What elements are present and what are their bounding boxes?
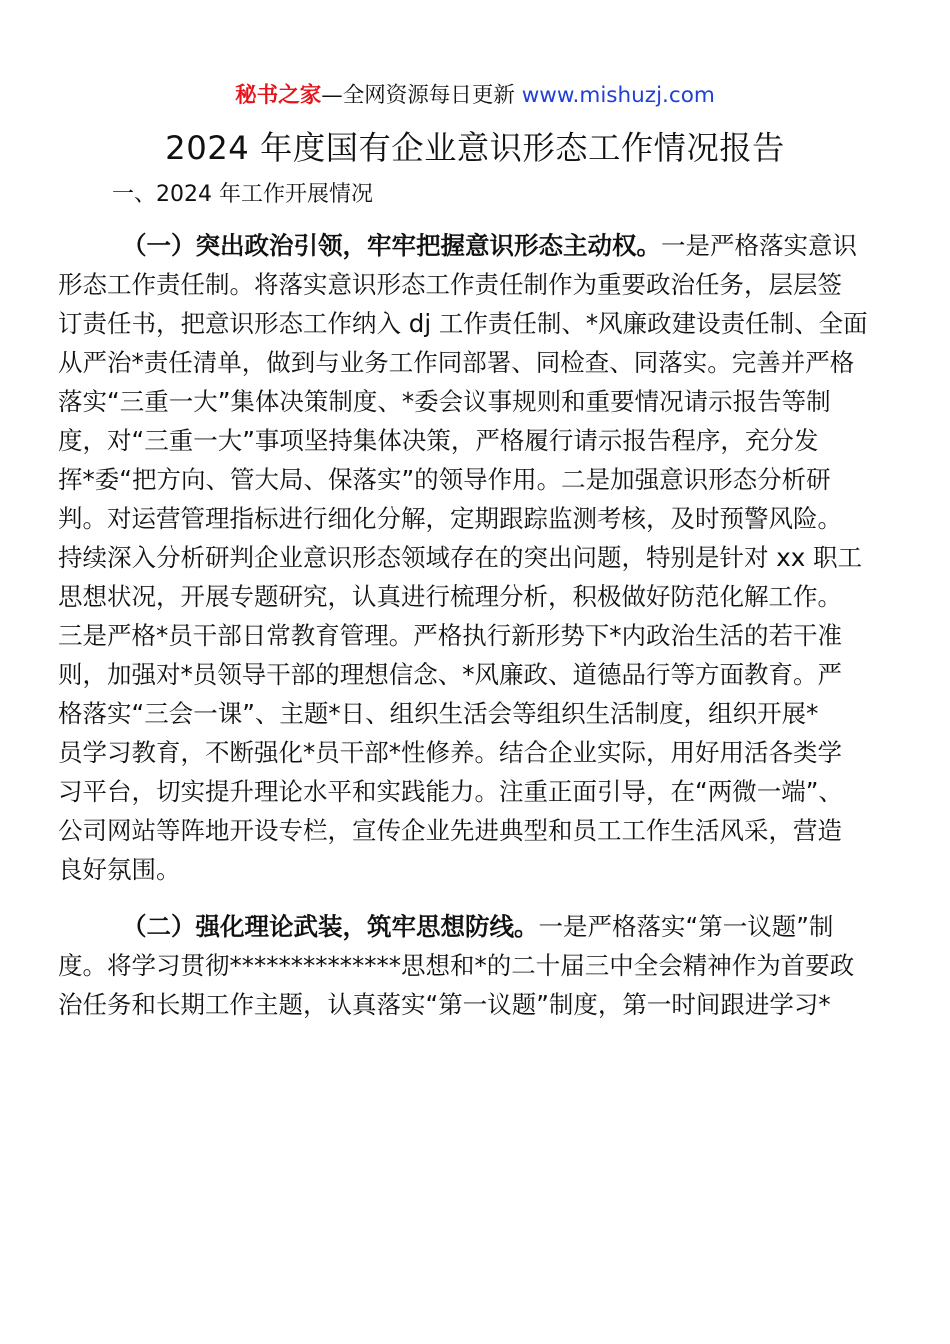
paragraph-line: 则，加强对*员领导干部的理想信念、*风廉政、道德品行等方面教育。严 [58, 660, 842, 689]
paragraph-lead: （二）强化理论武装，筑牢思想防线。 [122, 912, 539, 941]
paragraph-line: 订责任书，把意识形态工作纳入 dj 工作责任制、*风廉政建设责任制、全面 [58, 309, 868, 338]
document-title: 2024 年度国有企业意识形态工作情况报告 [165, 129, 785, 167]
paragraph-line: 习平台，切实提升理论水平和实践能力。注重正面引导，在“两微一端”、 [58, 777, 843, 806]
paragraph-line: 从严治*责任清单，做到与业务工作同部署、同检查、同落实。完善并严格 [58, 348, 855, 377]
paragraph-line: 良好氛围。 [58, 855, 181, 884]
paragraph-spacer [58, 889, 892, 907]
header-tagline: —全网资源每日更新 [321, 83, 515, 108]
paragraph-line: 公司网站等阵地开设专栏，宣传企业先进典型和员工工作生活风采，营造 [58, 816, 842, 845]
paragraph-line: 度。将学习贯彻**************思想和*的二十届三中全会精神作为首要政 [58, 951, 855, 980]
paragraph-line [58, 907, 892, 946]
site-url: www.mishuzj.com [521, 83, 715, 108]
paragraph-line: 格落实“三会一课”、主题*日、组织生活会等组织生活制度，组织开展* [58, 699, 819, 728]
paragraph-line: 度，对“三重一大”事项坚持集体决策，严格履行请示报告程序，充分发 [58, 426, 819, 455]
paragraph-line [58, 226, 892, 265]
paragraph-line: 形态工作责任制。将落实意识形态工作责任制作为重要政治任务，层层签 [58, 270, 842, 299]
site-header [0, 80, 950, 112]
paragraph-lead: （一）突出政治引领，牢牢把握意识形态主动权。 [122, 231, 661, 260]
paragraph-text: 一是严格落实意识 [661, 231, 857, 260]
document-body [58, 226, 892, 1024]
paragraph-line: 三是严格*员干部日常教育管理。严格执行新形势下*内政治生活的若干准 [58, 621, 842, 650]
section-heading: 一、2024 年工作开展情况 [112, 182, 373, 207]
paragraph-line: 挥*委“把方向、管大局、保落实”的领导作用。二是加强意识形态分析研 [58, 465, 831, 494]
paragraph-line: 员学习教育，不断强化*员干部*性修养。结合企业实际，用好用活各类学 [58, 738, 842, 767]
paragraph-line: 持续深入分析研判企业意识形态领域存在的突出问题，特别是针对 xx 职工 [58, 543, 863, 572]
paragraph-line: 落实“三重一大”集体决策制度、*委会议事规则和重要情况请示报告等制 [58, 387, 831, 416]
paragraph-line: 判。对运营管理指标进行细化分解，定期跟踪监测考核，及时预警风险。 [58, 504, 842, 533]
paragraph-line: 治任务和长期工作主题，认真落实“第一议题”制度，第一时间跟进学习* [58, 990, 831, 1019]
brand-name: 秘书之家 [235, 83, 322, 108]
paragraph-text: 一是严格落实“第一议题”制 [538, 912, 834, 941]
paragraph-line: 思想状况，开展专题研究，认真进行梳理分析，积极做好防范化解工作。 [58, 582, 842, 611]
